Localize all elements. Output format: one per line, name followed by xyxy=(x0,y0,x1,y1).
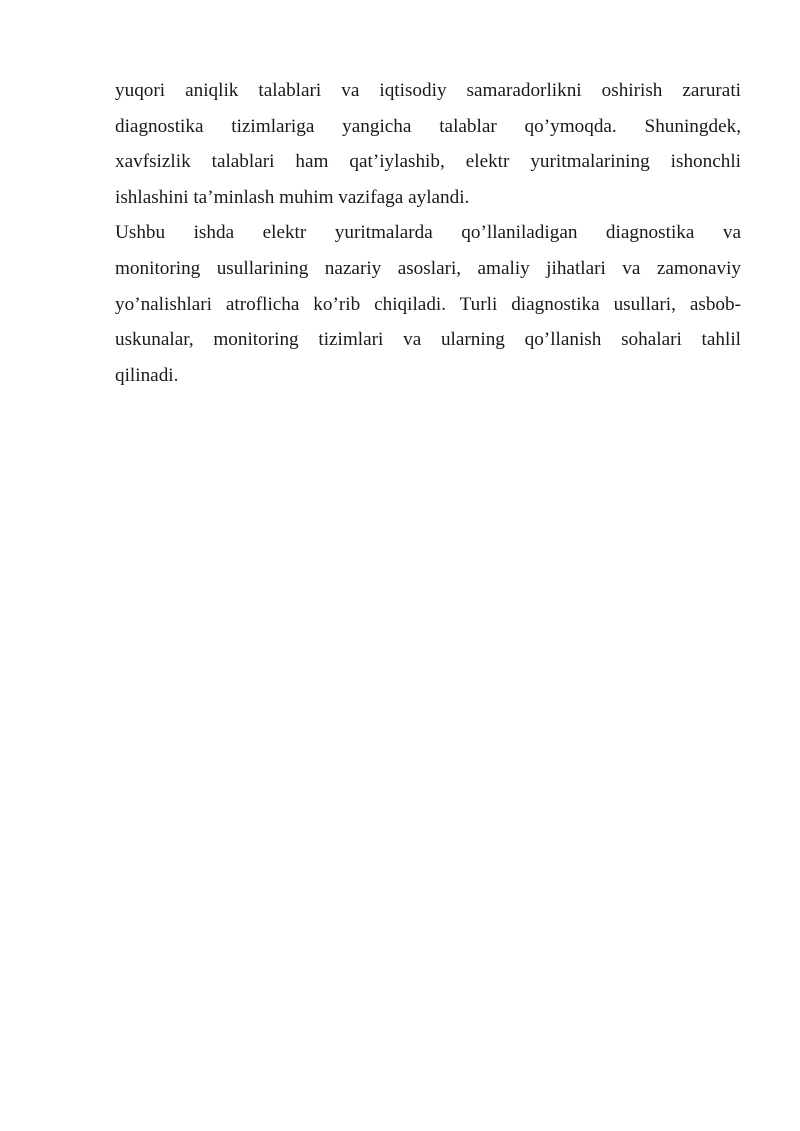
text-line: ishlashini ta’minlash muhim vazifaga aylandi. xyxy=(115,186,470,208)
text-line: Ushbu ishda elektr yuritmalarda qo’llaniladigan diagnostika va xyxy=(115,222,741,244)
text-line: monitoring usullarining nazariy asoslari, amaliy jihatlari va zamonaviy xyxy=(115,257,741,279)
text-line: qilinadi. xyxy=(115,364,179,386)
text-line: yo’nalishlari atroflicha ko’rib chiqiladi. Turli diagnostika usullari, asbob- xyxy=(115,293,741,315)
paragraph xyxy=(115,73,741,215)
paragraph xyxy=(115,215,741,393)
text-line: yuqori aniqlik talablari va iqtisodiy samaradorlikni oshirish zarurati xyxy=(115,80,741,101)
body-text xyxy=(115,73,741,393)
text-line: xavfsizlik talablari ham qat’iylashib, elektr yuritmalarining ishonchli xyxy=(115,151,741,173)
text-line: uskunalar, monitoring tizimlari va ularning qo’llanish sohalari tahlil xyxy=(115,329,741,351)
text-line: diagnostika tizimlariga yangicha talablar qo’ymoqda. Shuningdek, xyxy=(115,115,741,137)
